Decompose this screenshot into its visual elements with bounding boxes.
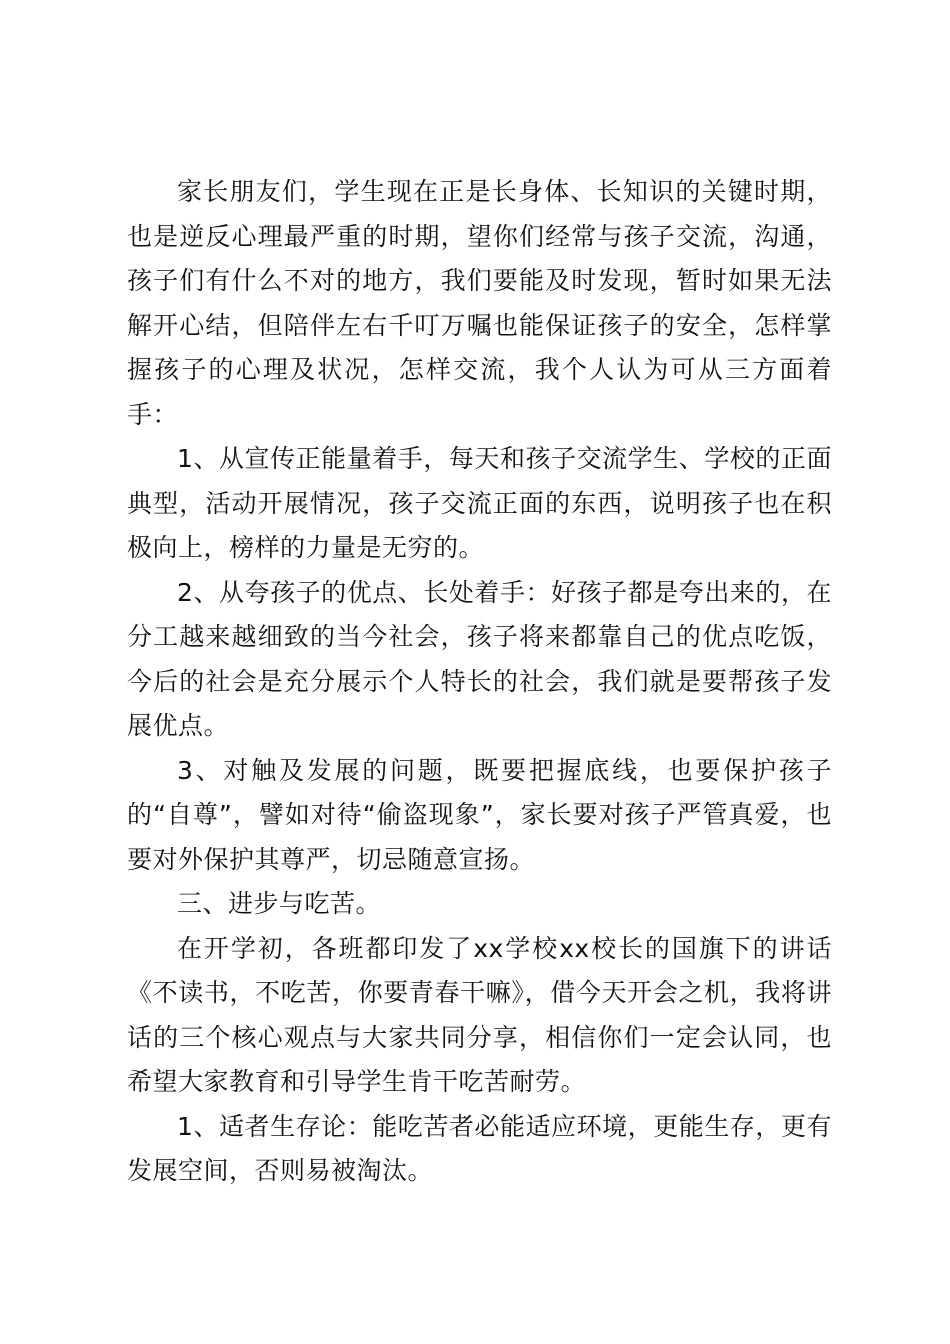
paragraph-point-1-positive-energy: 1、从宣传正能量着手，每天和孩子交流学生、学校的正面典型，活动开展情况，孩子交流正面的东西，说明孩子也在积极向上，榜样的力量是无穷的。 — [127, 444, 832, 562]
paragraph-speech-intro: 在开学初，各班都印发了xx学校xx校长的国旗下的讲话《不读书，不吃苦，你要青春干嘛》，借今天开会之机，我将讲话的三个核心观点与大家共同分享，相信你们一定会认同，也希望大家教育和引导学生肯干吃苦耐劳。 — [127, 933, 832, 1096]
paragraph-survival-point: 1、适者生存论：能吃苦者必能适应环境，更能生存，更有发展空间，否则易被淘汰。 — [127, 1111, 832, 1185]
section-heading-progress-hardship: 三、进步与吃苦。 — [177, 889, 382, 918]
paragraph-point-2-praise-strengths: 2、从夸孩子的优点、长处着手：好孩子都是夸出来的，在分工越来越细致的当今社会，孩子将来都靠自己的优点吃饭，今后的社会是充分展示个人特长的社会，我们就是要帮孩子发展优点。 — [127, 577, 832, 740]
paragraph-parents-intro: 家长朋友们，学生现在正是长身体、长知识的关键时期，也是逆反心理最严重的时期，望你们经常与孩子交流，沟通，孩子们有什么不对的地方，我们要能及时发现，暂时如果无法解开心结，但陪伴左右千叮万嘱也能保证孩子的安全，怎样掌握孩子的心理及状况，怎样交流，我个人认为可从三方面着手： — [127, 177, 832, 429]
paragraph-point-3-self-esteem: 3、对触及发展的问题，既要把握底线，也要保护孩子的“自尊”，譬如对待“偷盗现象”，家长要对孩子严管真爱，也要对外保护其尊严，切忌随意宣扬。 — [127, 755, 832, 874]
